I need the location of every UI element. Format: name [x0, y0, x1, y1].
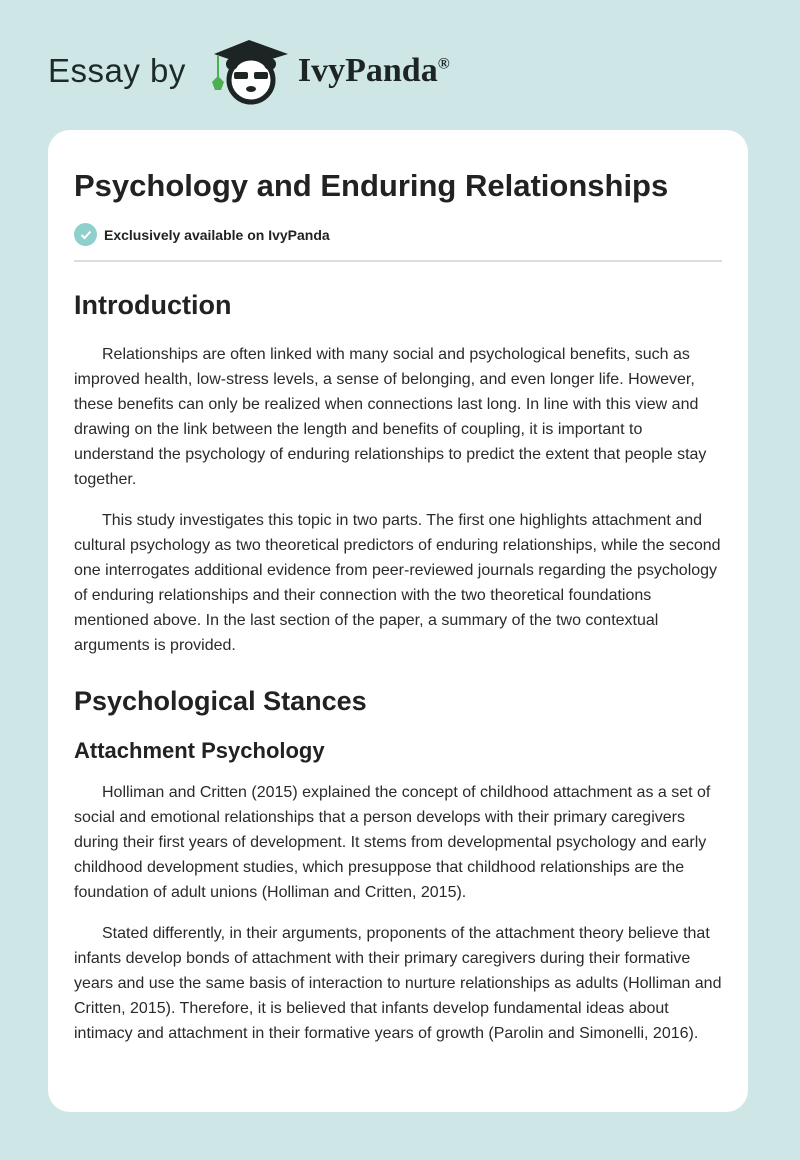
essay-card	[48, 130, 748, 1112]
brand-name	[298, 52, 450, 90]
check-icon	[74, 223, 97, 246]
ivypanda-logo-icon[interactable]	[204, 36, 294, 106]
subsection-heading: Attachment Psychology	[74, 738, 325, 763]
paragraph: Stated differently, in their arguments, proponents of the attachment theory believe that infants develop bonds of attachment with their primary caregivers during their formative years and use the same basis of interaction to nurture relationships as adults (Holliman and Critten, 2015). Therefore, it is believed that infants develop fundamental ideas about intimacy and attachment in their formative years of growth (Parolin and Simonelli, 2016).	[74, 925, 722, 1042]
paragraph: Relationships are often linked with many social and psychological benefits, such as improved health, low-stress levels, a sense of belonging, and even longer life. However, these benefits can only be realized when connections last long. In line with this view and drawing on the link between the length and benefits of coupling, it is important to understand the psychology of enduring relationships to predict the extent that people stay together.	[74, 346, 707, 488]
site-header	[48, 36, 450, 106]
divider	[74, 260, 722, 262]
registered-mark: ®	[437, 55, 450, 73]
exclusive-badge	[74, 223, 722, 246]
section-heading: Psychological Stances	[74, 686, 367, 716]
brand-text: IvyPanda	[297, 52, 438, 89]
essay-by-label: Essay by	[48, 52, 186, 89]
section-heading: Introduction	[74, 290, 232, 320]
badge-text: Exclusively available on IvyPanda	[104, 226, 330, 243]
page-title: Psychology and Enduring Relationships	[74, 168, 669, 203]
paragraph: This study investigates this topic in two parts. The first one highlights attachment and cultural psychology as two theoretical predictors of enduring relationships, while the second one interrogates additional evidence from peer-reviewed journals regarding the psychology of enduring relationships and their connection with the two theoretical foundations mentioned above. In the last section of the paper, a summary of the two contextual arguments is provided.	[74, 512, 721, 654]
paragraph: Holliman and Critten (2015) explained the concept of childhood attachment as a set of social and emotional relationships that a person develops with their primary caregivers during their first years of development. It stems from developmental psychology and early childhood development studies, which presuppose that childhood relationships are the foundation of adult unions (Holliman and Critten, 2015).	[74, 784, 711, 901]
